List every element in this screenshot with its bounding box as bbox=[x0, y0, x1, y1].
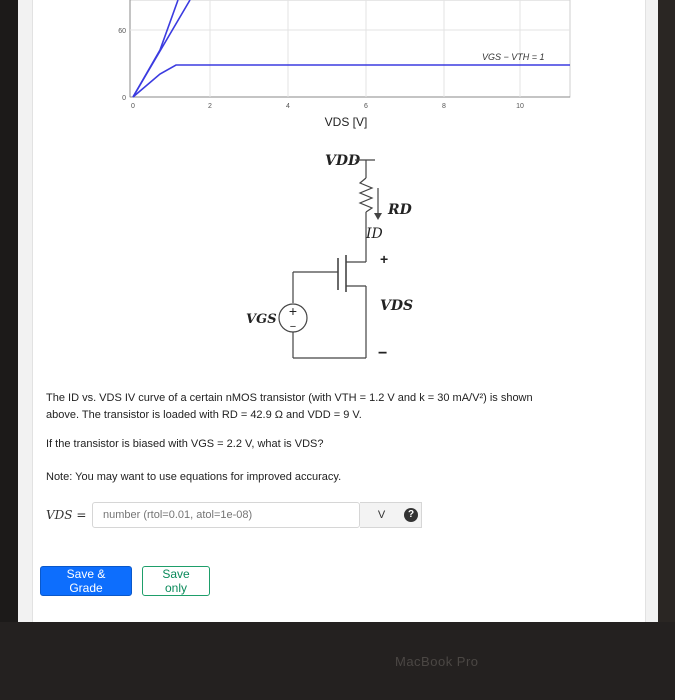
help-icon[interactable]: ? bbox=[404, 508, 418, 522]
vds-label: VDS bbox=[380, 298, 414, 314]
current-arrowhead bbox=[374, 213, 382, 220]
save-only-button[interactable]: Save only bbox=[142, 566, 210, 596]
vds-answer-input[interactable] bbox=[92, 502, 360, 528]
x-tick-label: 6 bbox=[364, 103, 368, 110]
vgs-label: VGS bbox=[246, 312, 277, 327]
vds-plus-sign: + bbox=[380, 251, 389, 267]
x-axis-label: VDS [V] bbox=[324, 115, 368, 129]
save-and-grade-button[interactable]: Save & Grade bbox=[40, 566, 132, 596]
source-minus: − bbox=[289, 321, 297, 333]
plot-area bbox=[130, 0, 570, 97]
curve-mid bbox=[133, 0, 178, 97]
x-tick-label: 0 bbox=[131, 103, 135, 110]
question-prompt: If the transistor is biased with VGS = 2.2 V, what is VDS? bbox=[46, 438, 324, 450]
x-tick-label: 2 bbox=[208, 103, 212, 110]
x-tick-label: 10 bbox=[516, 103, 524, 110]
rd-label: RD bbox=[388, 202, 412, 218]
vds-minus-sign: − bbox=[378, 345, 388, 362]
answer-label: VDS = bbox=[46, 508, 87, 522]
x-tick-label: 8 bbox=[442, 103, 446, 110]
device-brand-label: MacBook Pro bbox=[395, 654, 479, 669]
source-plus: + bbox=[288, 303, 298, 319]
y-tick-label: 60 bbox=[118, 28, 126, 35]
curve-annotation: VGS − VTH = 1 bbox=[482, 52, 545, 62]
question-note: Note: You may want to use equations for improved accuracy. bbox=[46, 471, 342, 483]
curve-vgs-vth-1 bbox=[133, 65, 570, 97]
device-bottom-bezel bbox=[0, 622, 675, 700]
question-line-2: above. The transistor is loaded with RD = 42.9 Ω and VDD = 9 V. bbox=[46, 409, 362, 421]
question-line-1: The ID vs. VDS IV curve of a certain nMOS transistor (with VTH = 1.2 V and k = 30 mA/V²) is shown bbox=[46, 392, 533, 404]
y-tick-label: 0 bbox=[122, 95, 126, 102]
id-label: ID bbox=[366, 226, 383, 242]
x-tick-label: 4 bbox=[286, 103, 290, 110]
vdd-label: VDD bbox=[325, 153, 361, 169]
unit-label: V bbox=[377, 509, 386, 521]
resistor-rd bbox=[360, 178, 372, 212]
